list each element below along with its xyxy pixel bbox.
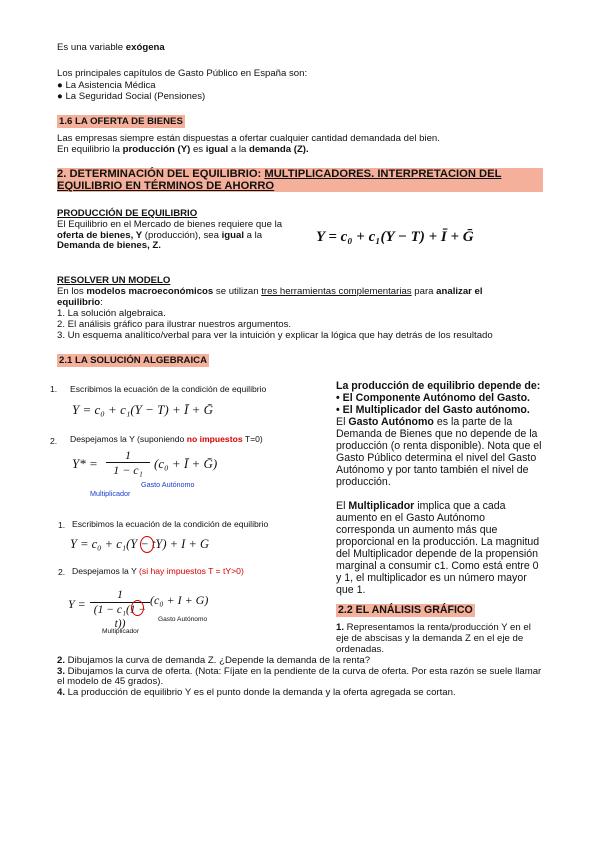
- list-item: ● La Asistencia Médica: [57, 80, 156, 91]
- chapters-intro: Los principales capítulos de Gasto Público en España son:: [57, 68, 308, 79]
- list-item: 4. La producción de equilibrio Y es el punto donde la demanda y la oferta agregada se cortan.: [57, 686, 456, 698]
- step2-text: Despejamos la Y (suponiendo no impuestos T=0): [70, 434, 263, 444]
- exogenous-line: Es una variable exógena: [57, 42, 165, 53]
- autonomous-spending-label: Gasto Autónomo: [158, 616, 208, 623]
- graph-steps: [57, 656, 547, 698]
- step-num: 1.: [50, 384, 58, 394]
- equation-4-fraction: 1 (1 − c₁(1 − t)): [90, 588, 150, 631]
- resolver-list: [57, 308, 493, 341]
- multiplier-label: Multiplicador: [90, 489, 131, 498]
- autonomous-spending-paragraph: El Gasto Autónomo es la parte de la Demanda de Bienes que no depende de la producción (o renta disponible). Nota que el Gasto Público determina el nivel del Gasto Autónomo y por tanto también el nivel de producción.: [336, 416, 542, 488]
- section-heading-2-2: 2.2 EL ANÁLISIS GRÁFICO: [338, 604, 473, 616]
- list-item: 3. Un esquema analítico/verbal para ver la intuición y explicar la lógica que hay detrás de los resultado: [57, 330, 493, 341]
- list-item: 2. El análisis gráfico para ilustrar nuestros argumentos.: [57, 319, 292, 330]
- s16-line2: En equilibrio la producción (Y) es igual a la demanda (Z).: [57, 144, 309, 155]
- prod-title: PRODUCCIÓN DE EQUILIBRIO: [57, 208, 198, 219]
- list-item: ● La Seguridad Social (Pensiones): [57, 91, 206, 102]
- resolver-intro: En los modelos macroeconómicos se utilizan tres herramientas complementarias para analizar el equilibrio:: [57, 286, 483, 308]
- section-heading-2-1: 2.1 LA SOLUCIÓN ALGEBRAICA: [59, 355, 207, 366]
- highlight-circle: [140, 536, 154, 553]
- autonomous-spending-label: Gasto Autónomo: [141, 480, 195, 489]
- equation-3: Y = c₀ + c₁(Y − tY) + I + G: [70, 537, 210, 551]
- step1-text: Escribimos la ecuación de la condición de equilibrio: [70, 384, 267, 394]
- equation-4-rhs: (c₀ + I + G): [150, 593, 209, 607]
- equation-4-lhs: Y =: [68, 597, 86, 611]
- step-num: 2.: [50, 436, 58, 446]
- resolver-title: RESOLVER UN MODELO: [57, 275, 171, 286]
- step-num: 2.: [58, 567, 66, 577]
- multiplier-paragraph: El Multiplicador implica que a cada aumento en el Gasto Autónomo corresponda un aumento más que proporcional en la producción. La magnitud del Multiplicador depende de la propensión marginal a consumir c1. Como está entre 0 y 1, el multiplicador es un número mayor que 1.: [336, 500, 540, 596]
- multiplier-label: Multiplicador: [102, 628, 140, 635]
- highlight-circle: [131, 600, 144, 616]
- equation-2-fraction: 1 1 − c₁: [106, 448, 150, 477]
- list-item: 2. Dibujamos la curva de demanda Z. ¿Depende la demanda de la renta?: [57, 655, 371, 666]
- equation-1: Y = c₀ + c₁(Y − T) + Ī + Ḡ: [72, 402, 214, 417]
- list-item: 1. La solución algebraica.: [57, 308, 166, 319]
- right-column: La producción de equilibrio depende de: • El Componente Autónomo del Gasto. • El Multiplicador del Gasto autónomo. El Gasto Autónomo es la parte de la Demanda de Bienes que no depende de la producción (o renta disponible). Nota que el Gasto Público determina el nivel del Gasto Autónomo y por tanto también el nivel de producción. El Multiplicador implica que a cada aumento en el Gasto Autónomo corresponda un aumento más que proporcional en la producción. La magnitud del Multiplicador depende de la propensión marginal a consumir c1. Como está entre 0 y 1, el multiplicador es un número mayor que 1.: [336, 380, 546, 596]
- s16-line1: Las empresas siempre están dispuestas a ofertar cualquier cantidad demandada del bien.: [57, 133, 440, 144]
- prod-text: El Equilibrio en el Mercado de bienes requiere que la oferta de bienes, Y (producción), sea igual a la Demanda de bienes, Z.: [57, 219, 283, 251]
- equation-2-rhs: (c₀ + Ī + Ḡ): [154, 456, 218, 471]
- step4-text: Despejamos la Y (si hay impuestos T = tY>0): [72, 566, 244, 576]
- graph-step-1: 1. Representamos la renta/producción Y en el eje de abscisas y la demanda Z en el eje de ordenadas.: [336, 622, 531, 655]
- section-heading-2: 2. DETERMINACIÓN DEL EQUILIBRIO: MULTIPLICADORES. INTERPRETACION DEL EQUILIBRIO EN TÉRMINOS DE AHORRO: [57, 168, 543, 192]
- section-heading-1-6: 1.6 LA OFERTA DE BIENES: [59, 116, 183, 127]
- step-num: 1.: [58, 520, 66, 530]
- step3-text: Escribimos la ecuación de la condición de equilibrio: [72, 519, 269, 529]
- list-item: 3. Dibujamos la curva de oferta. (Nota: Fíjate en la pendiente de la curva de oferta. Por esta razón se suele llamar el modelo de 45 grados).: [57, 665, 542, 687]
- equilibrium-equation: Y = c₀ + c₁(Y − T) + Ī + Ḡ: [316, 229, 474, 245]
- equation-2-lhs: Y* =: [72, 456, 98, 471]
- chapters-list: [57, 80, 205, 102]
